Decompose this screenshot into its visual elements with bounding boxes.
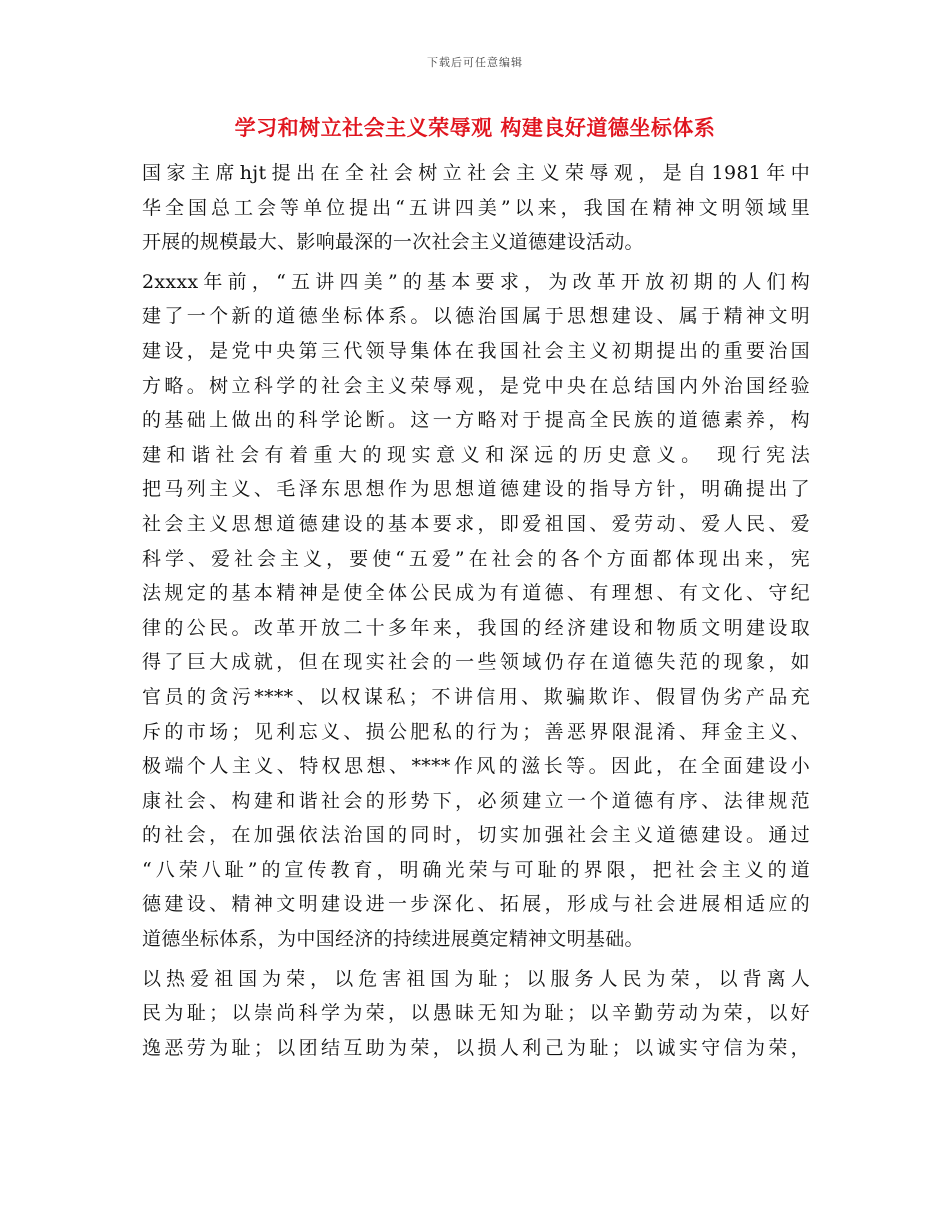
text-line: 科学、爱社会主义，要使“五爱”在社会的各个方面都体现出来，宪 <box>142 547 810 570</box>
text-line: 以热爱祖国为荣，以危害祖国为耻；以服务人民为荣，以背离人 <box>142 967 810 990</box>
text-line: 建和谐社会有着重大的现实意义和深远的历史意义。 现行宪法 <box>142 443 810 466</box>
text-line: 建设，是党中央第三代领导集体在我国社会主义初期提出的重要治国 <box>142 339 810 362</box>
paragraph-1 <box>142 156 810 260</box>
text-line: 得了巨大成就，但在现实社会的一些领域仍存在道德失范的现象，如 <box>142 651 810 674</box>
text-line: 开展的规模最大、影响最深的一次社会主义道德建设活动。 <box>142 231 644 254</box>
paragraph-3 <box>142 962 810 1066</box>
page-header-note: 下载后可任意编辑 <box>427 56 523 69</box>
text-line: “八荣八耻”的宣传教育，明确光荣与可耻的界限，把社会主义的道 <box>142 858 810 881</box>
text-line: 社会主义思想道德建设的基本要求，即爱祖国、爱劳动、爱人民、爱 <box>142 512 810 535</box>
text-line: 建了一个新的道德坐标体系。以德治国属于思想建设、属于精神文明 <box>142 305 810 328</box>
text-line: 斥的市场；见利忘义、损公肥私的行为；善恶界限混淆、拜金主义、 <box>142 720 810 743</box>
text-line: 把马列主义、毛泽东思想作为思想道德建设的指导方针，明确提出了 <box>142 478 810 501</box>
text-line: 律的公民。改革开放二十多年来，我国的经济建设和物质文明建设取 <box>142 616 810 639</box>
text-line: 法规定的基本精神是使全体公民成为有道德、有理想、有文化、守纪 <box>142 582 810 605</box>
text-line: 康社会、构建和谐社会的形势下，必须建立一个道德有序、法律规范 <box>142 789 810 812</box>
text-line: 道德坐标体系，为中国经济的持续进展奠定精神文明基础。 <box>142 928 644 951</box>
paragraph-2 <box>142 265 810 957</box>
text-line: 2xxxx年前，“五讲四美”的基本要求，为改革开放初期的人们构 <box>142 270 810 293</box>
text-line: 国家主席hjt提出在全社会树立社会主义荣辱观，是自1981年中 <box>142 162 810 184</box>
text-line: 华全国总工会等单位提出“五讲四美”以来，我国在精神文明领域里 <box>142 196 810 219</box>
text-line: 官员的贪污****、以权谋私；不讲信用、欺骗欺诈、假冒伪劣产品充 <box>142 685 810 708</box>
text-line: 的社会，在加强依法治国的同时，切实加强社会主义道德建设。通过 <box>142 824 810 847</box>
text-line: 极端个人主义、特权思想、****作风的滋长等。因此，在全面建设小 <box>142 755 810 778</box>
text-line: 的基础上做出的科学论断。这一方略对于提高全民族的道德素养，构 <box>142 409 810 432</box>
document-title: 学习和树立社会主义荣辱观 构建良好道德坐标体系 <box>234 116 716 140</box>
text-line: 民为耻；以崇尚科学为荣，以愚昧无知为耻；以辛勤劳动为荣，以好 <box>142 1002 810 1025</box>
document-body <box>142 156 810 1070</box>
text-line: 方略。树立科学的社会主义荣辱观，是党中央在总结国内外治国经验 <box>142 374 810 397</box>
text-line: 逸恶劳为耻；以团结互助为荣，以损人利己为耻；以诚实守信为荣， <box>142 1036 810 1059</box>
text-line: 德建设、精神文明建设进一步深化、拓展，形成与社会进展相适应的 <box>142 893 810 916</box>
